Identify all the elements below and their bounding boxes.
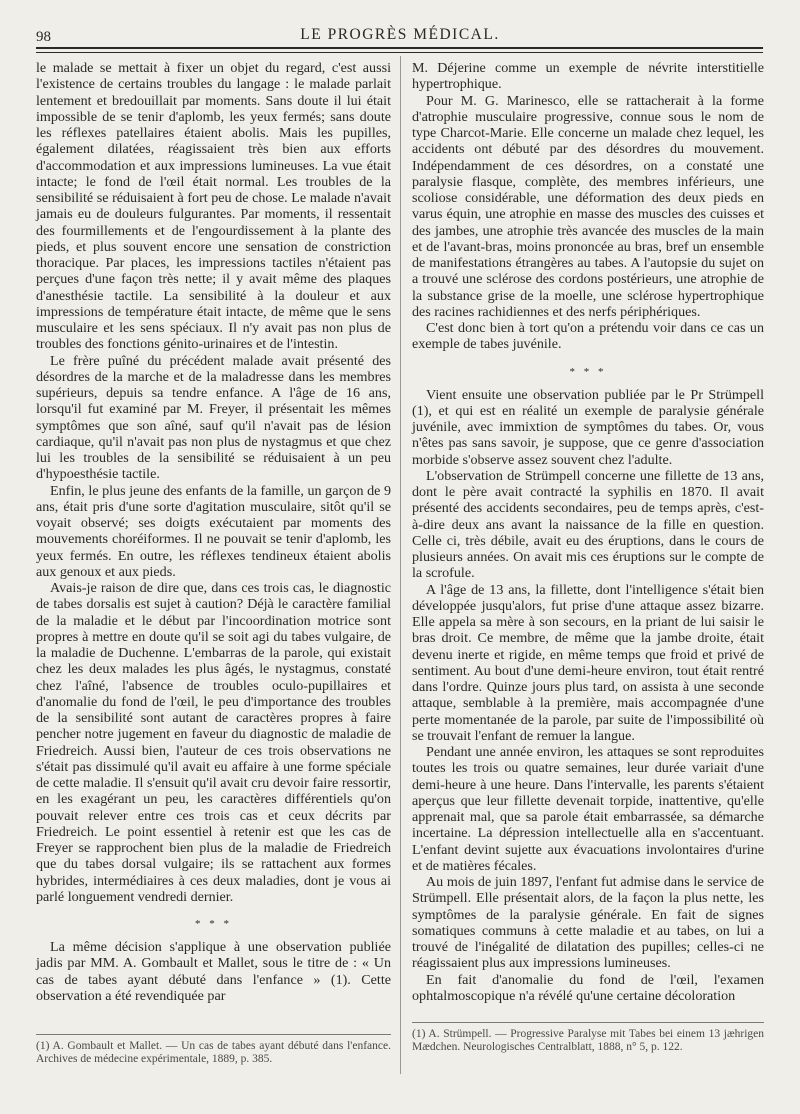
paragraph: L'observation de Strümpell concerne une fillette de 13 ans, dont le père avait contracté la syphilis en 1870. Il avait présenté des accidents secondaires, peu de temps après, c'est-à-dire deux ans avant la naissance de la fille en question. Celle ci, très débile, avait eu des éruptions, dans le cours de plusieurs années. On avait mis ces éruptions sur le compte de la scrofule. — [412, 467, 764, 582]
paragraph: Le frère puîné du précédent malade avait présenté des désordres de la marche et de la maladresse dans les membres supérieurs, depuis sa tendre enfance. A l'âge de 16 ans, lorsqu'il fut examiné par M. Freyer, il présentait les mêmes symptômes que son aîné, sauf qu'il n'avait pas de lésion cardiaque, qu'il n'avait pas non plus de nystagmus et que chez lui les troubles de la sensibilité se réduisaient à un peu d'hypoesthésie tactile. — [36, 352, 391, 483]
section-separator: * * * — [569, 365, 607, 378]
footnote-left: (1) A. Gombault et Mallet. — Un cas de tabes ayant débuté dans l'enfance. Archives de médecine expérimentale, 1889, p. 385. — [36, 1040, 391, 1065]
running-head: LE PROGRÈS MÉDICAL. — [300, 26, 500, 43]
footnote-right: (1) A. Strümpell. — Progressive Paralyse mit Tabes bei einem 13 jæhrigen Mædchen. Neurologisches Centralblatt, 1888, n° 5, p. 122. — [412, 1028, 764, 1053]
paragraph: C'est donc bien à tort qu'on a prétendu voir dans ce cas un exemple de tabes juvénile. — [412, 320, 764, 353]
paragraph: Avais-je raison de dire que, dans ces trois cas, le diagnostic de tabes dorsalis est sujet à caution? Déjà le caractère familial de la maladie et le début par l'incoordination motrice sont propres à mettre en doute qu'il se soit agi du tabes vulgaire, de la maladie de Duchenne. L'embarras de la parole, qui existait chez les deux malades les plus âgés, le nystagmus, constaté chez l'aîné, l'absence de troubles oculo-pupillaires et d'anomalie du fond de l'œil, le peu d'importance des troubles de la sensibilité sont autant de caractères propres à faire pencher notre jugement en faveur du diagnostic de maladie de Friedreich. Aussi bien, l'auteur de ces trois observations ne s'était pas dissimulé qu'il avait eu affaire à une forme spéciale de cette maladie. Il s'ensuit qu'il avait cru devoir faire ressortir, en les exagérant un peu, les caractères différentiels qu'on pouvait relever entre ces trois cas et ceux décrits par Friedreich. Le point essentiel à retenir est que les cas de Freyer se rapprochent bien plus de la maladie de Friedreich que du tabes dorsal vulgaire; ils se rattachent aux formes hybrides, intermédiaires à ces deux maladies, dont je vous ai parlé longuement vendredi dernier. — [36, 580, 391, 905]
header-rule-thin — [36, 52, 763, 53]
page-number: 98 — [36, 29, 51, 45]
paragraph: Pendant une année environ, les attaques se sont reproduites toutes les trois ou quatre semaines, leur durée variait d'une demi-heure à une heure. Dans l'intervalle, les parents s'étaient aperçus que leur fillette devenait torpide, inattentive, qu'elle apprenait mal, que sa parole était embarrassée, sa démarche incertaine. La dépression intellectuelle alla en s'accentuant. L'enfant devint sujette aux évacuations involontaires d'urine et de matières fécales. — [412, 744, 764, 874]
paragraph: M. Déjerine comme un exemple de névrite interstitielle hypertrophique. — [412, 60, 764, 93]
paragraph: Vient ensuite une observation publiée par le Pr Strümpell (1), et qui est en réalité un exemple de paralysie générale juvénile, avec immixtion de symptômes du tabes. Or, vous n'êtes pas sans savoir, je suppose, que ce genre d'association morbide s'observe assez souvent chez l'adulte. — [412, 386, 764, 468]
paragraph: Enfin, le plus jeune des enfants de la famille, un garçon de 9 ans, était pris d'une sorte d'agitation musculaire, sitôt qu'il se voyait observé; ses doigts exécutaient par moments des mouvements choréiformes. Il ne pouvait se tenir d'aplomb, les yeux fermés. En outre, les réflexes tendineux étaient abolis aux genoux et aux pieds. — [36, 482, 391, 580]
paragraph: le malade se mettait à fixer un objet du regard, c'est aussi l'existence de certains troubles du langage : le malade parlait lentement et bredouillait par moments. Sans doute il lui était impossible de se tenir d'aplomb, les yeux fermés; sans doute les réflexes patellaires étaient abolis. Mais les pupilles, également dilatées, réagissaient très bien aux efforts d'accommodation et aux impressions lumineuses. La vue était intacte; le fond de l'œil était normal. Les troubles de la sensibilité se réduisaient à fort peu de chose. Le malade n'avait jamais eu de douleurs fulgurantes. Par moments, il ressentait des fourmillements et de l'engourdissement à la plante des pieds, et plus souvent encore une sensation de constriction thoracique. Par places, les impressions tactiles n'étaient pas perçues d'une façon très nette; il y avait même des plaques d'anesthésie tactile. La sensibilité à la douleur et aux impressions de température était intacte, de même que le sens musculaire et les sens spéciaux. Il n'y avait pas non plus de troubles des fonctions génito-urinaires et de l'intestin. — [36, 60, 391, 353]
header-rule — [36, 47, 763, 49]
column-divider — [400, 56, 401, 1074]
right-column — [412, 60, 764, 1004]
footnote-rule — [412, 1022, 764, 1023]
left-column — [36, 60, 391, 1004]
paragraph: Pour M. G. Marinesco, elle se rattacherait à la forme d'atrophie musculaire progressive, connue sous le nom de type Charcot-Marie. Elle concerne un malade chez lequel, les accidents ont débuté par des désordres du mouvement. Indépendamment de ces désordres, on a constaté une paralysie flasque, complète, des membres inférieurs, une scoliose considérable, une déformation des deux pieds en varus équin, une atrophie en masse des muscles des cuisses et des jambes, une atrophie très avancée des muscles de la main et de l'avant-bras, moins prononcée au bras, bref un ensemble de manifestations étrangères au tabes. A l'autopsie du sujet on a trouvé une sclérose des cordons postérieurs, une atrophie de la substance grise de la moelle, une sclérose hypertrophique des racines rachidiennes et des nerfs périphériques. — [412, 92, 764, 320]
paragraph: Au mois de juin 1897, l'enfant fut admise dans le service de Strümpell. Elle présentait alors, de la façon la plus nette, les symptômes de la paralysie générale. En fait de signes somatiques communs à cette maladie et au tabes, on lui a trouvé de l'inégalité de dilatation des pupilles; celles-ci ne réagissaient plus aux impressions lumineuses. — [412, 874, 764, 972]
section-separator: * * * — [195, 918, 232, 930]
paragraph: En fait d'anomalie du fond de l'œil, l'examen ophtalmoscopique n'a révélé qu'une certaine décoloration — [412, 971, 764, 1004]
footnote-rule — [36, 1034, 391, 1035]
paragraph: La même décision s'applique à une observation publiée jadis par MM. A. Gombault et Mallet, sous le titre de : « Un cas de tabes ayant débuté dans l'enfance » (1). Cette observation a été revendiquée par — [36, 939, 391, 1004]
paragraph: A l'âge de 13 ans, la fillette, dont l'intelligence s'était bien développée jusqu'alors, fut prise d'une attaque assez bizarre. Elle appela sa mère à son secours, en la priant de lui saisir le bras droit. Ce membre, de même que la jambe droite, était devenu inerte et rigide, en même temps que froid et privé de sentiment. Au bout d'une demi-heure environ, tout était rentré dans l'ordre. Quinze jours plus tard, on assista à une seconde attaque, semblable à la première, mais accompagnée d'une perte momentanée de la parole, par suite de l'impossibilité où se trouvait l'enfant de remuer la langue. — [412, 581, 764, 744]
